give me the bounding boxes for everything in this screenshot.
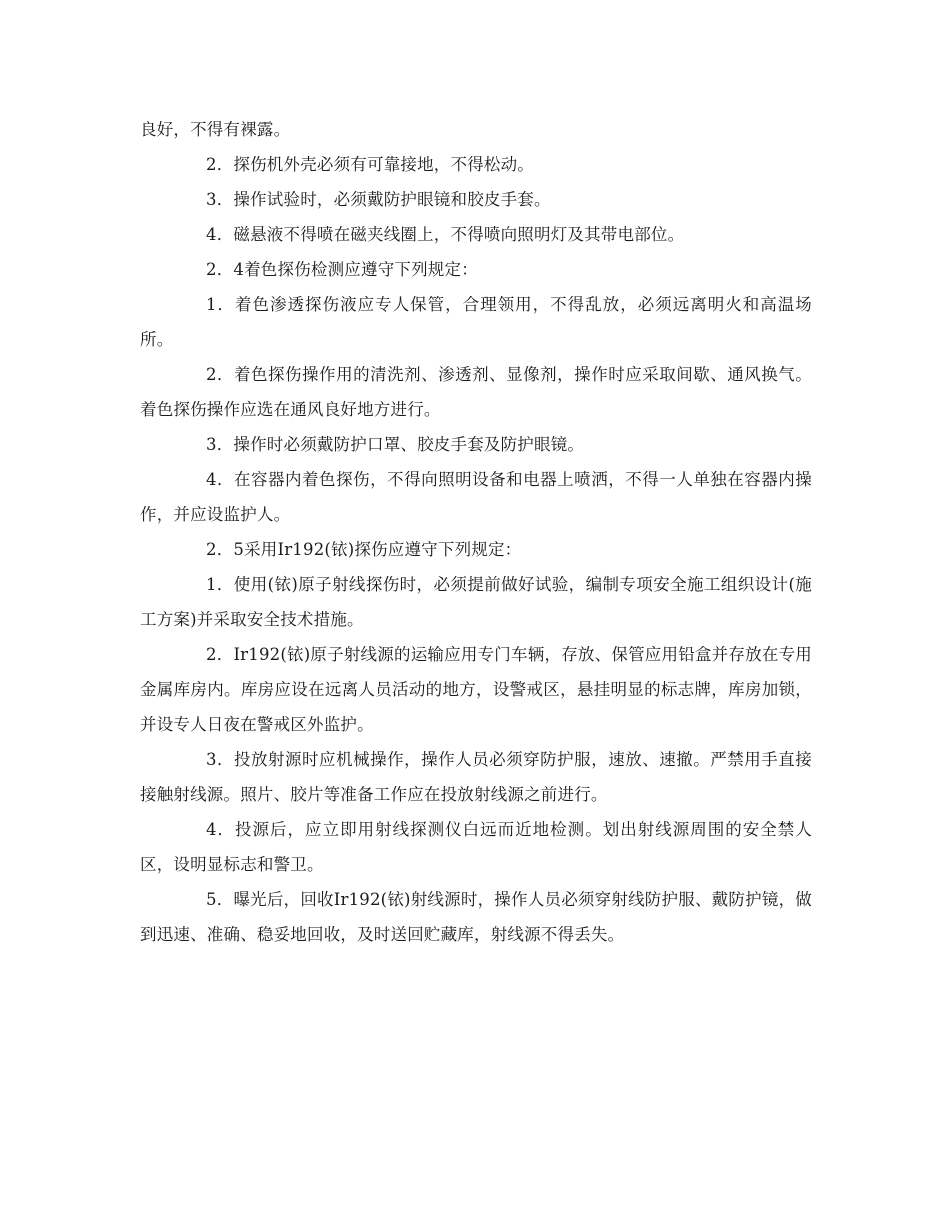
paragraph: 1．使用(铱)原子射线探伤时，必须提前做好试验，编制专项安全施工组织设计(施工方案)并采取安全技术措施。 [140, 575, 812, 629]
paragraph: 2．Ir192(铱)原子射线源的运输应用专门车辆，存放、保管应用铅盒并存放在专用金属库房内。库房应设在远离人员活动的地方，设警戒区，悬挂明显的标志牌，库房加锁，并设专人日夜在警戒区外监护。 [140, 645, 812, 734]
paragraph: 2．着色探伤操作用的清洗剂、渗透剂、显像剂，操作时应采取间歇、通风换气。着色探伤操作应选在通风良好地方进行。 [140, 365, 812, 419]
paragraph: 3．操作试验时，必须戴防护眼镜和胶皮手套。 [206, 190, 551, 209]
section-heading: 2．5采用Ir192(铱)探伤应遵守下列规定： [206, 540, 522, 559]
paragraph: 4．在容器内着色探伤，不得向照明设备和电器上喷洒，不得一人单独在容器内操作，并应设监护人。 [140, 470, 812, 524]
section-heading: 2．4着色探伤检测应遵守下列规定： [206, 260, 478, 279]
paragraph: 4．投源后，应立即用射线探测仪白远而近地检测。划出射线源周围的安全禁人区，设明显标志和警卫。 [140, 820, 812, 874]
paragraph-continuation: 良好，不得有裸露。 [140, 120, 291, 139]
paragraph: 3．操作时必须戴防护口罩、胶皮手套及防护眼镜。 [206, 435, 585, 454]
paragraph: 2．探伤机外壳必须有可靠接地，不得松动。 [206, 155, 534, 174]
paragraph: 1．着色渗透探伤液应专人保管，合理领用，不得乱放，必须远离明火和高温场所。 [140, 295, 812, 349]
paragraph: 4．磁悬液不得喷在磁夹线圈上，不得喷向照明灯及其带电部位。 [206, 225, 685, 244]
paragraph: 3．投放射源时应机械操作，操作人员必须穿防护服，速放、速撤。严禁用手直接接触射线源。照片、胶片等准备工作应在投放射线源之前进行。 [140, 750, 812, 804]
paragraph: 5．曝光后，回收Ir192(铱)射线源时，操作人员必须穿射线防护服、戴防护镜，做到迅速、准确、稳妥地回收，及时送回贮藏库，射线源不得丢失。 [140, 890, 812, 944]
document-body [140, 112, 812, 952]
